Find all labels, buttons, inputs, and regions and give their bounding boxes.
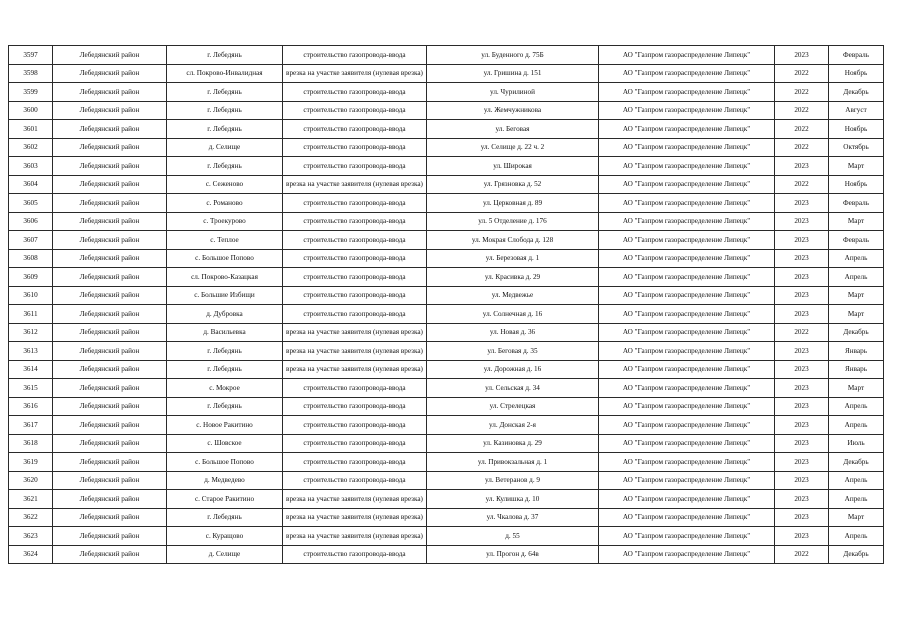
- district-cell: Лебедянский район: [53, 231, 167, 250]
- month-cell: Апрель: [829, 527, 884, 546]
- address-cell: ул. Гришина д. 151: [427, 64, 599, 83]
- row-number-cell: 3608: [9, 249, 53, 268]
- table-row: [9, 101, 884, 120]
- month-cell: Март: [829, 157, 884, 176]
- address-cell: ул. Мокрая Слобода д. 128: [427, 231, 599, 250]
- work-type-cell: строительство газопровода-ввода: [283, 249, 427, 268]
- organization-cell: АО "Газпром газораспределение Липецк": [599, 64, 775, 83]
- address-cell: ул. Стрелецкая: [427, 397, 599, 416]
- year-cell: 2023: [775, 416, 829, 435]
- month-cell: Апрель: [829, 249, 884, 268]
- row-number-cell: 3613: [9, 342, 53, 361]
- district-cell: Лебедянский район: [53, 212, 167, 231]
- row-number-cell: 3598: [9, 64, 53, 83]
- work-type-cell: строительство газопровода-ввода: [283, 286, 427, 305]
- organization-cell: АО "Газпром газораспределение Липецк": [599, 490, 775, 509]
- settlement-cell: г. Лебедянь: [167, 46, 283, 65]
- year-cell: 2022: [775, 138, 829, 157]
- document-sheet: [8, 45, 883, 564]
- work-type-cell: врезка на участке заявителя (нулевая врезка): [283, 342, 427, 361]
- row-number-cell: 3611: [9, 305, 53, 324]
- work-type-cell: строительство газопровода-ввода: [283, 434, 427, 453]
- year-cell: 2023: [775, 527, 829, 546]
- organization-cell: АО "Газпром газораспределение Липецк": [599, 46, 775, 65]
- organization-cell: АО "Газпром газораспределение Липецк": [599, 508, 775, 527]
- district-cell: Лебедянский район: [53, 453, 167, 472]
- settlement-cell: с. Большое Попово: [167, 249, 283, 268]
- year-cell: 2023: [775, 471, 829, 490]
- year-cell: 2022: [775, 83, 829, 102]
- address-cell: ул. Дорожная д. 16: [427, 360, 599, 379]
- organization-cell: АО "Газпром газораспределение Липецк": [599, 416, 775, 435]
- address-cell: д. 55: [427, 527, 599, 546]
- settlement-cell: с. Сеженово: [167, 175, 283, 194]
- settlement-cell: с. Теплое: [167, 231, 283, 250]
- address-cell: ул. Селище д. 22 ч. 2: [427, 138, 599, 157]
- month-cell: Апрель: [829, 397, 884, 416]
- organization-cell: АО "Газпром газораспределение Липецк": [599, 434, 775, 453]
- row-number-cell: 3609: [9, 268, 53, 287]
- table-row: [9, 46, 884, 65]
- work-type-cell: строительство газопровода-ввода: [283, 379, 427, 398]
- address-cell: ул. Новая д. 36: [427, 323, 599, 342]
- address-cell: ул. Березовая д. 1: [427, 249, 599, 268]
- month-cell: Апрель: [829, 268, 884, 287]
- year-cell: 2023: [775, 231, 829, 250]
- organization-cell: АО "Газпром газораспределение Липецк": [599, 342, 775, 361]
- district-cell: Лебедянский район: [53, 545, 167, 564]
- address-cell: ул. Сельская д. 34: [427, 379, 599, 398]
- row-number-cell: 3601: [9, 120, 53, 139]
- organization-cell: АО "Газпром газораспределение Липецк": [599, 527, 775, 546]
- row-number-cell: 3619: [9, 453, 53, 472]
- month-cell: Декабрь: [829, 453, 884, 472]
- table-row: [9, 490, 884, 509]
- month-cell: Июль: [829, 434, 884, 453]
- address-cell: ул. Чкалова д. 37: [427, 508, 599, 527]
- table-row: [9, 194, 884, 213]
- work-type-cell: врезка на участке заявителя (нулевая врезка): [283, 360, 427, 379]
- district-cell: Лебедянский район: [53, 379, 167, 398]
- row-number-cell: 3605: [9, 194, 53, 213]
- organization-cell: АО "Газпром газораспределение Липецк": [599, 175, 775, 194]
- row-number-cell: 3616: [9, 397, 53, 416]
- month-cell: Ноябрь: [829, 64, 884, 83]
- year-cell: 2023: [775, 490, 829, 509]
- table-row: [9, 323, 884, 342]
- organization-cell: АО "Газпром газораспределение Липецк": [599, 471, 775, 490]
- year-cell: 2023: [775, 360, 829, 379]
- month-cell: Декабрь: [829, 83, 884, 102]
- district-cell: Лебедянский район: [53, 138, 167, 157]
- year-cell: 2023: [775, 194, 829, 213]
- work-type-cell: строительство газопровода-ввода: [283, 453, 427, 472]
- table-row: [9, 360, 884, 379]
- month-cell: Февраль: [829, 46, 884, 65]
- district-cell: Лебедянский район: [53, 508, 167, 527]
- month-cell: Апрель: [829, 471, 884, 490]
- work-type-cell: строительство газопровода-ввода: [283, 305, 427, 324]
- settlement-cell: с. Троекурово: [167, 212, 283, 231]
- row-number-cell: 3614: [9, 360, 53, 379]
- organization-cell: АО "Газпром газораспределение Липецк": [599, 286, 775, 305]
- year-cell: 2023: [775, 453, 829, 472]
- address-cell: ул. Медвежье: [427, 286, 599, 305]
- year-cell: 2023: [775, 508, 829, 527]
- table-row: [9, 64, 884, 83]
- row-number-cell: 3610: [9, 286, 53, 305]
- work-type-cell: строительство газопровода-ввода: [283, 231, 427, 250]
- year-cell: 2023: [775, 157, 829, 176]
- table-row: [9, 397, 884, 416]
- year-cell: 2023: [775, 212, 829, 231]
- organization-cell: АО "Газпром газораспределение Липецк": [599, 453, 775, 472]
- address-cell: ул. Беговая: [427, 120, 599, 139]
- work-type-cell: строительство газопровода-ввода: [283, 397, 427, 416]
- district-cell: Лебедянский район: [53, 434, 167, 453]
- row-number-cell: 3622: [9, 508, 53, 527]
- row-number-cell: 3607: [9, 231, 53, 250]
- address-cell: ул. Ветеранов д. 9: [427, 471, 599, 490]
- month-cell: Март: [829, 508, 884, 527]
- work-type-cell: врезка на участке заявителя (нулевая врезка): [283, 323, 427, 342]
- year-cell: 2023: [775, 305, 829, 324]
- district-cell: Лебедянский район: [53, 194, 167, 213]
- month-cell: Октябрь: [829, 138, 884, 157]
- table-row: [9, 342, 884, 361]
- settlement-cell: с. Большие Избищи: [167, 286, 283, 305]
- settlement-cell: с. Романово: [167, 194, 283, 213]
- row-number-cell: 3603: [9, 157, 53, 176]
- organization-cell: АО "Газпром газораспределение Липецк": [599, 157, 775, 176]
- row-number-cell: 3624: [9, 545, 53, 564]
- month-cell: Апрель: [829, 416, 884, 435]
- district-cell: Лебедянский район: [53, 527, 167, 546]
- settlement-cell: сл. Покрово-Казацкая: [167, 268, 283, 287]
- address-cell: ул. Широкая: [427, 157, 599, 176]
- work-type-cell: врезка на участке заявителя (нулевая врезка): [283, 508, 427, 527]
- organization-cell: АО "Газпром газораспределение Липецк": [599, 268, 775, 287]
- district-cell: Лебедянский район: [53, 471, 167, 490]
- district-cell: Лебедянский район: [53, 268, 167, 287]
- year-cell: 2022: [775, 545, 829, 564]
- settlement-cell: с. Старое Ракитино: [167, 490, 283, 509]
- district-cell: Лебедянский район: [53, 397, 167, 416]
- table-row: [9, 508, 884, 527]
- month-cell: Март: [829, 286, 884, 305]
- organization-cell: АО "Газпром газораспределение Липецк": [599, 305, 775, 324]
- organization-cell: АО "Газпром газораспределение Липецк": [599, 101, 775, 120]
- district-cell: Лебедянский район: [53, 360, 167, 379]
- work-type-cell: строительство газопровода-ввода: [283, 83, 427, 102]
- year-cell: 2023: [775, 434, 829, 453]
- row-number-cell: 3620: [9, 471, 53, 490]
- table-row: [9, 545, 884, 564]
- month-cell: Март: [829, 212, 884, 231]
- district-cell: Лебедянский район: [53, 490, 167, 509]
- settlement-cell: с. Мокрое: [167, 379, 283, 398]
- work-type-cell: врезка на участке заявителя (нулевая врезка): [283, 490, 427, 509]
- row-number-cell: 3615: [9, 379, 53, 398]
- work-type-cell: строительство газопровода-ввода: [283, 212, 427, 231]
- row-number-cell: 3600: [9, 101, 53, 120]
- organization-cell: АО "Газпром газораспределение Липецк": [599, 323, 775, 342]
- month-cell: Март: [829, 379, 884, 398]
- address-cell: ул. Буденного д. 75Б: [427, 46, 599, 65]
- address-cell: ул. Кулишка д. 10: [427, 490, 599, 509]
- year-cell: 2023: [775, 397, 829, 416]
- work-type-cell: строительство газопровода-ввода: [283, 157, 427, 176]
- settlement-cell: д. Селище: [167, 545, 283, 564]
- organization-cell: АО "Газпром газораспределение Липецк": [599, 194, 775, 213]
- work-type-cell: строительство газопровода-ввода: [283, 120, 427, 139]
- work-type-cell: строительство газопровода-ввода: [283, 194, 427, 213]
- district-cell: Лебедянский район: [53, 305, 167, 324]
- month-cell: Январь: [829, 360, 884, 379]
- table-row: [9, 175, 884, 194]
- work-type-cell: врезка на участке заявителя (нулевая врезка): [283, 175, 427, 194]
- district-cell: Лебедянский район: [53, 83, 167, 102]
- address-cell: ул. Красивка д. 29: [427, 268, 599, 287]
- settlement-cell: сл. Покрово-Инвалидная: [167, 64, 283, 83]
- organization-cell: АО "Газпром газораспределение Липецк": [599, 212, 775, 231]
- row-number-cell: 3602: [9, 138, 53, 157]
- year-cell: 2023: [775, 46, 829, 65]
- month-cell: Февраль: [829, 194, 884, 213]
- table-row: [9, 305, 884, 324]
- settlement-cell: г. Лебедянь: [167, 342, 283, 361]
- district-cell: Лебедянский район: [53, 342, 167, 361]
- settlement-cell: д. Васильевка: [167, 323, 283, 342]
- table-body: [9, 46, 884, 564]
- settlement-cell: с. Куращово: [167, 527, 283, 546]
- row-number-cell: 3604: [9, 175, 53, 194]
- month-cell: Ноябрь: [829, 120, 884, 139]
- address-cell: ул. Казиновка д. 29: [427, 434, 599, 453]
- address-cell: ул. Беговая д. 35: [427, 342, 599, 361]
- work-type-cell: строительство газопровода-ввода: [283, 268, 427, 287]
- row-number-cell: 3597: [9, 46, 53, 65]
- row-number-cell: 3606: [9, 212, 53, 231]
- settlement-cell: с. Новое Ракитино: [167, 416, 283, 435]
- district-cell: Лебедянский район: [53, 101, 167, 120]
- address-cell: ул. 5 Отделение д. 176: [427, 212, 599, 231]
- address-cell: ул. Солнечная д. 16: [427, 305, 599, 324]
- month-cell: Декабрь: [829, 323, 884, 342]
- year-cell: 2023: [775, 379, 829, 398]
- year-cell: 2022: [775, 323, 829, 342]
- address-cell: ул. Грязновка д. 52: [427, 175, 599, 194]
- settlement-cell: г. Лебедянь: [167, 508, 283, 527]
- settlement-cell: д. Медведево: [167, 471, 283, 490]
- organization-cell: АО "Газпром газораспределение Липецк": [599, 138, 775, 157]
- year-cell: 2022: [775, 175, 829, 194]
- table-row: [9, 120, 884, 139]
- year-cell: 2023: [775, 342, 829, 361]
- district-cell: Лебедянский район: [53, 249, 167, 268]
- row-number-cell: 3618: [9, 434, 53, 453]
- district-cell: Лебедянский район: [53, 157, 167, 176]
- year-cell: 2022: [775, 120, 829, 139]
- row-number-cell: 3599: [9, 83, 53, 102]
- table-row: [9, 416, 884, 435]
- organization-cell: АО "Газпром газораспределение Липецк": [599, 231, 775, 250]
- table-row: [9, 83, 884, 102]
- table-row: [9, 138, 884, 157]
- settlement-cell: г. Лебедянь: [167, 397, 283, 416]
- table-row: [9, 212, 884, 231]
- table-row: [9, 268, 884, 287]
- work-type-cell: строительство газопровода-ввода: [283, 545, 427, 564]
- settlement-cell: г. Лебедянь: [167, 157, 283, 176]
- settlement-cell: с. Шовское: [167, 434, 283, 453]
- organization-cell: АО "Газпром газораспределение Липецк": [599, 83, 775, 102]
- work-type-cell: врезка на участке заявителя (нулевая врезка): [283, 64, 427, 83]
- work-type-cell: строительство газопровода-ввода: [283, 471, 427, 490]
- table-row: [9, 286, 884, 305]
- year-cell: 2022: [775, 101, 829, 120]
- organization-cell: АО "Газпром газораспределение Липецк": [599, 379, 775, 398]
- organization-cell: АО "Газпром газораспределение Липецк": [599, 120, 775, 139]
- year-cell: 2023: [775, 268, 829, 287]
- address-cell: ул. Жемчужникова: [427, 101, 599, 120]
- address-cell: ул. Церковная д. 89: [427, 194, 599, 213]
- district-cell: Лебедянский район: [53, 286, 167, 305]
- table-row: [9, 527, 884, 546]
- district-cell: Лебедянский район: [53, 120, 167, 139]
- settlement-cell: г. Лебедянь: [167, 83, 283, 102]
- work-type-cell: строительство газопровода-ввода: [283, 138, 427, 157]
- district-cell: Лебедянский район: [53, 175, 167, 194]
- settlement-cell: д. Селищe: [167, 138, 283, 157]
- row-number-cell: 3612: [9, 323, 53, 342]
- address-cell: ул. Чурилиной: [427, 83, 599, 102]
- month-cell: Март: [829, 305, 884, 324]
- work-type-cell: строительство газопровода-ввода: [283, 416, 427, 435]
- row-number-cell: 3617: [9, 416, 53, 435]
- organization-cell: АО "Газпром газораспределение Липецк": [599, 397, 775, 416]
- settlement-cell: г. Лебедянь: [167, 101, 283, 120]
- table-row: [9, 471, 884, 490]
- gasification-table: [8, 45, 884, 564]
- address-cell: ул. Прогон д. 64в: [427, 545, 599, 564]
- month-cell: Декабрь: [829, 545, 884, 564]
- year-cell: 2023: [775, 249, 829, 268]
- settlement-cell: с. Большое Попово: [167, 453, 283, 472]
- district-cell: Лебедянский район: [53, 416, 167, 435]
- month-cell: Февраль: [829, 231, 884, 250]
- table-row: [9, 249, 884, 268]
- month-cell: Ноябрь: [829, 175, 884, 194]
- year-cell: 2022: [775, 64, 829, 83]
- address-cell: ул. Донская 2-я: [427, 416, 599, 435]
- month-cell: Август: [829, 101, 884, 120]
- table-row: [9, 379, 884, 398]
- district-cell: Лебедянский район: [53, 323, 167, 342]
- organization-cell: АО "Газпром газораспределение Липецк": [599, 545, 775, 564]
- row-number-cell: 3621: [9, 490, 53, 509]
- month-cell: Январь: [829, 342, 884, 361]
- table-row: [9, 157, 884, 176]
- month-cell: Апрель: [829, 490, 884, 509]
- table-row: [9, 453, 884, 472]
- table-row: [9, 434, 884, 453]
- work-type-cell: строительство газопровода-ввода: [283, 46, 427, 65]
- organization-cell: АО "Газпром газораспределение Липецк": [599, 249, 775, 268]
- district-cell: Лебедянский район: [53, 64, 167, 83]
- year-cell: 2023: [775, 286, 829, 305]
- row-number-cell: 3623: [9, 527, 53, 546]
- district-cell: Лебедянский район: [53, 46, 167, 65]
- settlement-cell: д. Дубровка: [167, 305, 283, 324]
- work-type-cell: строительство газопровода-ввода: [283, 101, 427, 120]
- work-type-cell: врезка на участке заявителя (нулевая врезка): [283, 527, 427, 546]
- address-cell: ул. Привокзальная д. 1: [427, 453, 599, 472]
- settlement-cell: г. Лебедянь: [167, 360, 283, 379]
- settlement-cell: г. Лебедянь: [167, 120, 283, 139]
- organization-cell: АО "Газпром газораспределение Липецк": [599, 360, 775, 379]
- table-row: [9, 231, 884, 250]
